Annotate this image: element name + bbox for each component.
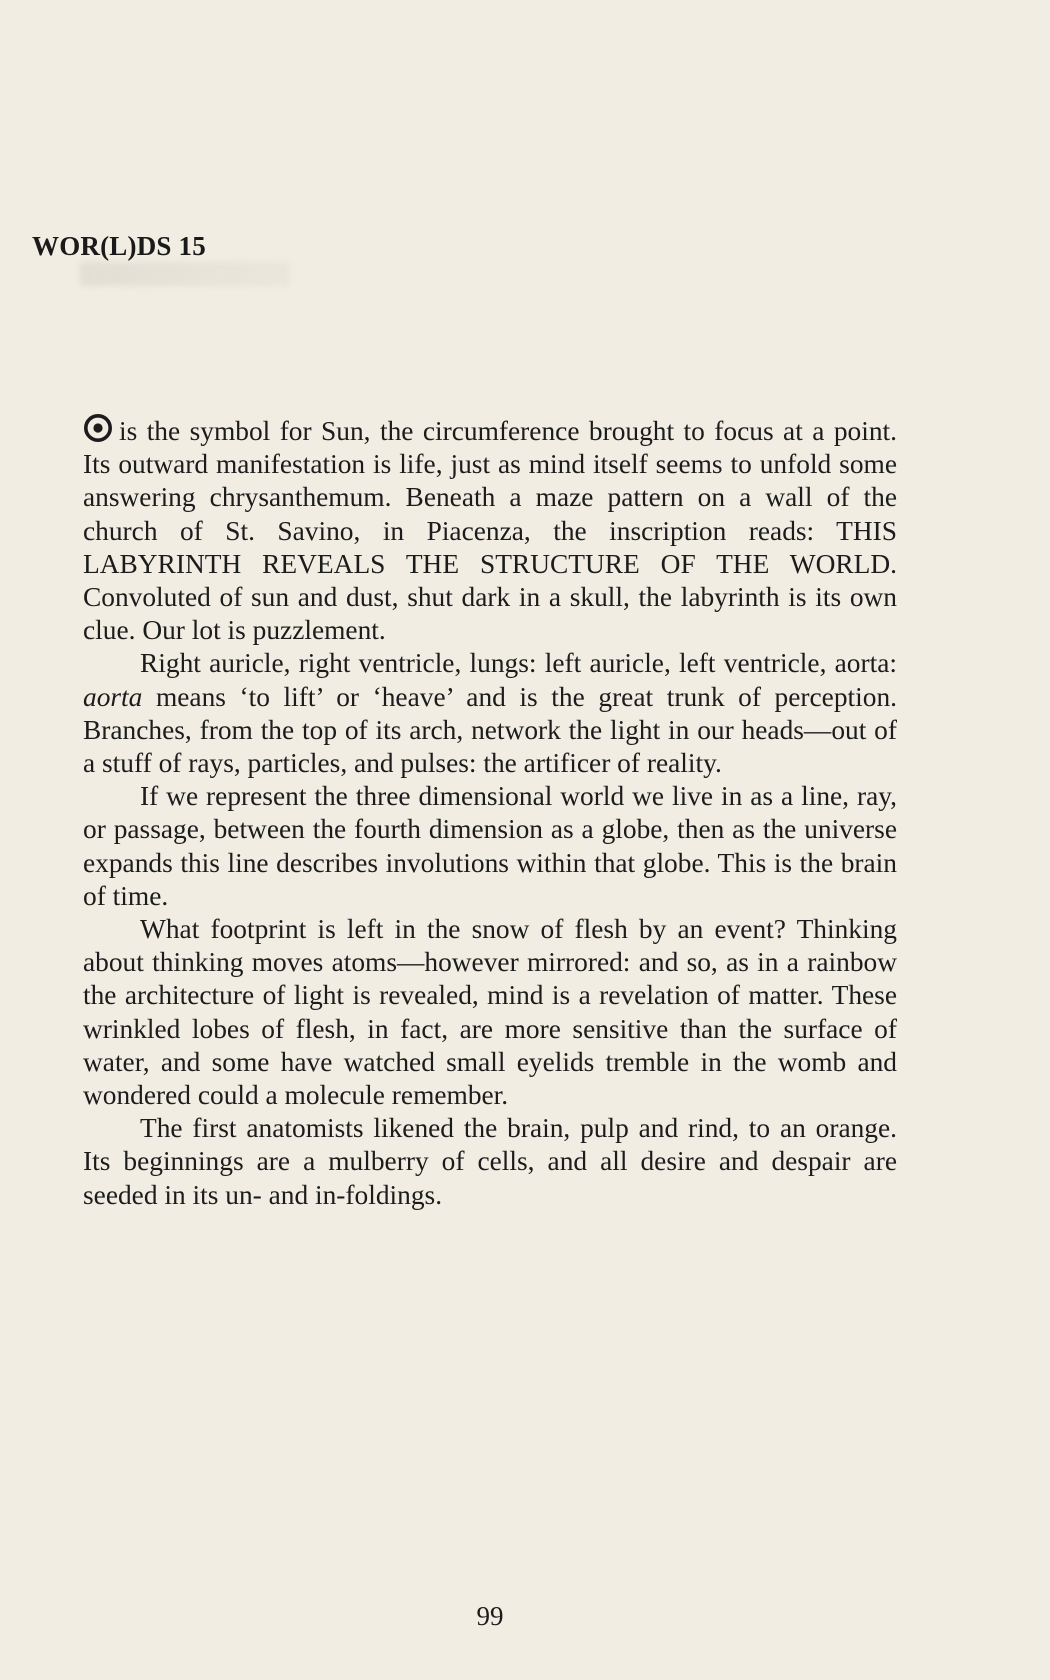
show-through-shadow <box>80 262 290 286</box>
body-text <box>83 413 897 1212</box>
paragraph-3: If we represent the three dimensional world we live in as a line, ray, or passage, between the fourth dimension as a globe, then as the universe expands this line describes involutions within that globe. This is the brain of time. <box>83 781 897 911</box>
paragraph-4: What footprint is left in the snow of flesh by an event? Thinking about thinking moves atoms—however mirrored: and so, as in a rainbow the architecture of light is revealed, mind is a revelation of matter. These wrinkled lobes of flesh, in fact, are more sensitive than the surface of water, and some have watched small eyelids tremble in the womb and wondered could a molecule remember. <box>83 914 897 1111</box>
page-number: 99 <box>476 1601 504 1631</box>
paragraph-5: The first anatomists likened the brain, pulp and rind, to an orange. Its beginnings are a mulberry of cells, and all desire and despair are seeded in its un- and in-foldings. <box>83 1113 897 1210</box>
paragraph-2-after: means ‘to lift’ or ‘heave’ and is the great trunk of perception. Branches, from the top of its arch, network the light in our heads—out of a stuff of rays, particles, and pulses: the artificer of reality. <box>83 681 897 779</box>
paragraph-2-before: Right auricle, right ventricle, lungs: left auricle, left ventricle, aorta: <box>140 648 897 679</box>
aorta-italic: aorta <box>83 681 143 712</box>
paragraph-2 <box>83 647 897 780</box>
paragraph-1 <box>83 413 897 647</box>
paragraph-1-text: is the symbol for Sun, the circumference brought to focus at a point. Its outward manifestation is life, just as mind itself seems to unfold some answering chrysanthemum. Beneath a maze pattern on a wall of the church of St. Savino, in Piacenza, the inscription reads: THIS LABYRINTH REVEALS THE STRUCTURE OF THE WORLD. Convoluted of sun and dust, shut dark in a skull, the labyrinth is its own clue. Our lot is puzzlement. <box>83 416 897 646</box>
sun-symbol-icon <box>83 413 113 443</box>
page-title: WOR(L)DS 15 <box>32 231 206 261</box>
